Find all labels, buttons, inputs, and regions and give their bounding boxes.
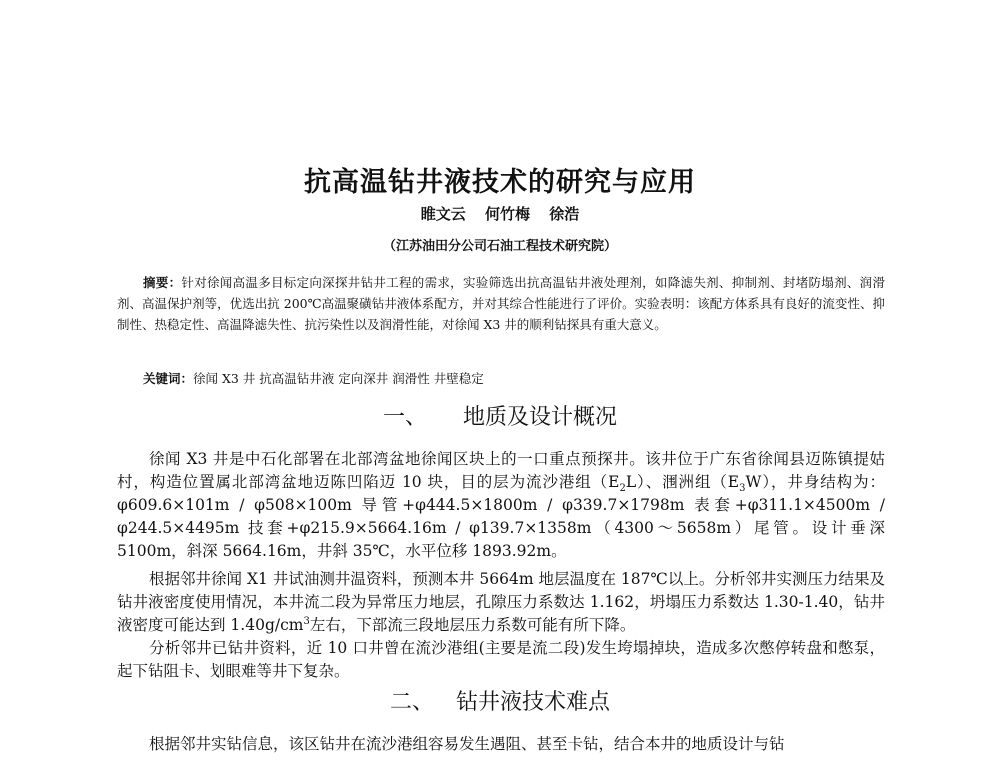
paragraph-1-part-c: W），井身结构为：φ609.6×101m / φ508×100m 导管+φ444.5×1800m / φ339.7×1798m 表套+φ311.1×4500m / φ244.5×4495m 技套+φ215.9×5664.16m / φ139.7×1358m（4300～5658m）尾管。设计垂深 5100m，斜深 5664.16m，井斜 35℃，水平位移 1893.92m。: [117, 473, 886, 560]
keywords: [143, 369, 883, 387]
keywords-label: 关键词：: [143, 371, 194, 386]
section-number-2: 二、: [389, 690, 434, 715]
subscript-1: 2: [619, 483, 626, 495]
affiliation: （江苏油田分公司石油工程技术研究院）: [382, 239, 617, 254]
section-title-2: 钻井液技术难点: [456, 690, 611, 715]
paragraph-3: 分析邻井已钻井资料，近 10 口井曾在流沙港组(主要是流二段)发生垮塌掉块，造成多次憋停转盘和憋泵，起下钻阻卡、划眼难等井下复杂。: [117, 639, 885, 680]
paragraph-4: 根据邻井实钻信息，该区钻井在流沙港组容易发生遇阻、甚至卡钻，结合本井的地质设计与钻: [149, 735, 785, 753]
section-heading-2: [0, 685, 1000, 716]
abstract-label: 摘要：: [143, 275, 182, 290]
section-title-1: 地质及设计概况: [463, 405, 618, 430]
keywords-text: 徐闻 X3 井 抗高温钻井液 定向深井 润滑性 井壁稳定: [193, 371, 484, 386]
paper-title: 抗高温钻井液技术的研究与应用: [304, 167, 696, 198]
superscript-1: 3: [303, 615, 310, 627]
paragraph-2: [117, 568, 885, 637]
paragraph-1-part-b: L）、涠洲组（E: [625, 473, 740, 491]
paragraph-1-part-a: 徐闻 X3 井是中石化部署在北部湾盆地徐闻区块上的一口重点预探井。该井位于广东省徐闻县迈陈镇提姑村，构造位置属北部湾盆地迈陈凹陷迈 10 块，目的层为流沙港组（E: [117, 450, 885, 491]
paragraph-2-part-b: 左右，下部流三段地层压力系数可能有所下降。: [309, 616, 636, 634]
section-number-1: 一、: [382, 405, 427, 430]
author-2: 何竹梅: [484, 205, 530, 223]
paragraph-1: [117, 448, 885, 563]
paragraph-2-part-a: 根据邻井徐闻 X1 井试油测井温资料，预测本井 5664m 地层温度在 187℃以上。分析邻井实测压力结果及钻井液密度使用情况，本井流二段为异常压力地层，孔隙压力系数达 1.162，坍塌压力系数达 1.30-1.40，钻井液密度可能达到 1.40g/cm: [117, 570, 885, 634]
author-3: 徐浩: [549, 205, 580, 223]
subscript-2: 3: [739, 483, 746, 495]
author-1: 睢文云: [420, 205, 466, 223]
abstract: [117, 272, 885, 335]
author-list: [0, 203, 1000, 224]
abstract-text: 针对徐闻高温多目标定向深探井钻井工程的需求，实验筛选出抗高温钻井液处理剂，如降滤失剂、抑制剂、封堵防塌剂、润滑剂、高温保护剂等，优选出抗 200℃高温聚磺钻井液体系配方，并对其综合性能进行了评价。实验表明：该配方体系具有良好的流变性、抑制性、热稳定性、高温降滤失性、抗污染性以及润滑性能，对徐闻 X3 井的顺利钻探具有重大意义。: [117, 275, 885, 332]
section-heading-1: [0, 400, 1000, 431]
